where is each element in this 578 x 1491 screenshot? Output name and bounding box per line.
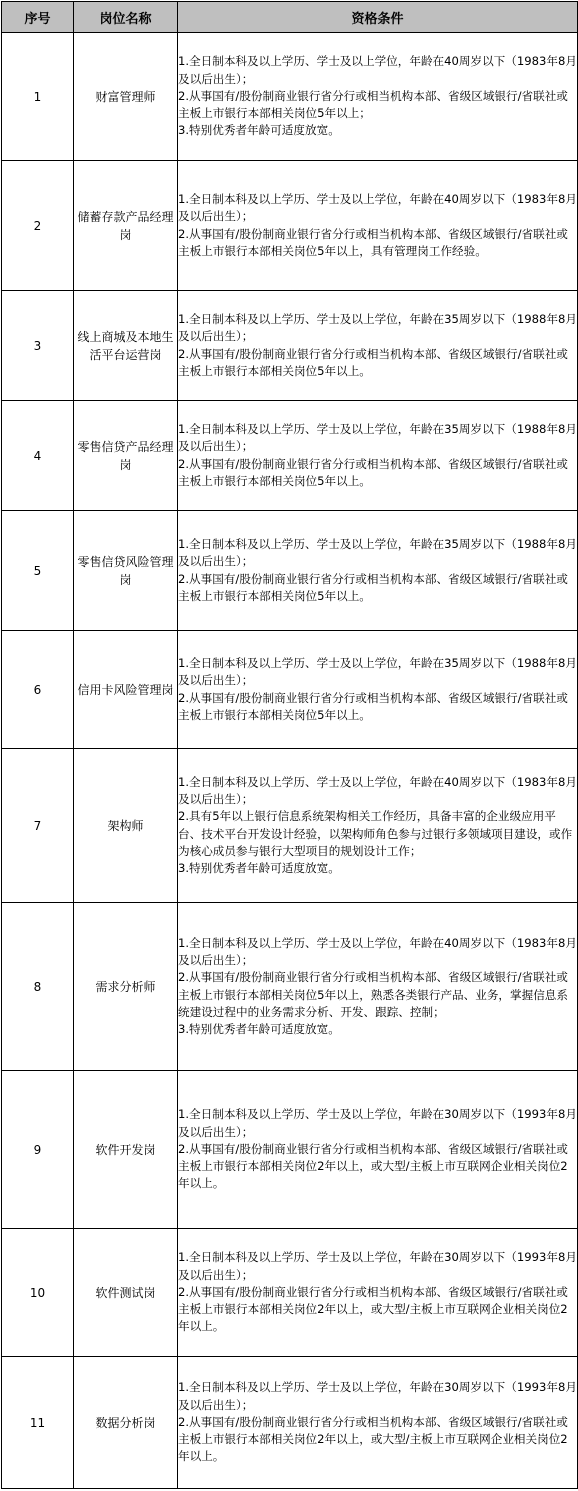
qualification-item: 1.全日制本科及以上学历、学士及以上学位，年龄在40周岁以下（1983年8月及以后出生）；	[178, 935, 577, 968]
row-qualifications	[178, 1229, 578, 1357]
table-row	[2, 401, 578, 511]
row-position-name: 零售信贷产品经理岗	[74, 401, 178, 511]
row-position-name: 信用卡风险管理岗	[74, 631, 178, 749]
qualification-item: 1.全日制本科及以上学历、学士及以上学位，年龄在30周岁以下（1993年8月及以后出生）；	[178, 1107, 577, 1139]
row-qualifications	[178, 631, 578, 749]
qualification-item: 3.特别优秀者年龄可适度放宽。	[178, 1021, 340, 1036]
qualification-item: 2.从事国有/股份制商业银行省分行或相当机构本部、省级区域银行/省联社或主板上市银行本部相关岗位2年以上，或大型/主板上市互联网企业相关岗位2年以上。	[178, 1284, 568, 1334]
qualification-item: 2.从事国有/股份制商业银行省分行或相当机构本部、省级区域银行/省联社或主板上市银行本部相关岗位5年以上。	[178, 346, 568, 378]
qualification-item: 1.全日制本科及以上学历、学士及以上学位，年龄在40周岁以下（1983年8月及以后出生）；	[178, 54, 577, 86]
table-row	[2, 1357, 578, 1489]
qualification-item: 1.全日制本科及以上学历、学士及以上学位，年龄在40周岁以下（1983年8月及以后出生）；	[178, 192, 577, 224]
row-seq: 7	[2, 749, 74, 903]
qualification-item: 1.全日制本科及以上学历、学士及以上学位，年龄在35周岁以下（1988年8月及以后出生）；	[178, 422, 577, 454]
row-seq: 5	[2, 511, 74, 631]
qualification-item: 1.全日制本科及以上学历、学士及以上学位，年龄在35周岁以下（1988年8月及以后出生）；	[178, 537, 577, 569]
row-seq: 8	[2, 903, 74, 1071]
row-seq: 1	[2, 33, 74, 161]
row-position-name: 线上商城及本地生活平台运营岗	[74, 291, 178, 401]
row-position-name: 数据分析岗	[74, 1357, 178, 1489]
table-row	[2, 291, 578, 401]
header-seq: 序号	[2, 2, 74, 33]
row-seq: 10	[2, 1229, 74, 1357]
row-qualifications	[178, 903, 578, 1071]
row-position-name: 软件开发岗	[74, 1071, 178, 1229]
qualification-item: 2.从事国有/股份制商业银行省分行或相当机构本部、省级区域银行/省联社或主板上市银行本部相关岗位2年以上，或大型/主板上市互联网企业相关岗位2年以上。	[178, 1414, 568, 1464]
row-qualifications	[178, 291, 578, 401]
table-row	[2, 903, 578, 1071]
header-position: 岗位名称	[74, 2, 178, 33]
row-position-name: 架构师	[74, 749, 178, 903]
qualification-item: 2.从事国有/股份制商业银行省分行或相当机构本部、省级区域银行/省联社或主板上市银行本部相关岗位5年以上；	[178, 88, 568, 121]
table-row	[2, 161, 578, 291]
table-row	[2, 511, 578, 631]
qualification-item: 1.全日制本科及以上学历、学士及以上学位，年龄在40周岁以下（1983年8月及以后出生）；	[178, 774, 577, 807]
qualification-item: 2.具有5年以上银行信息系统架构相关工作经历，具备丰富的企业级应用平台、技术平台开发设计经验，以架构师角色参与过银行多领域项目建设，或作为核心成员参与银行大型项目的规划设计工作；	[178, 809, 573, 858]
row-seq: 3	[2, 291, 74, 401]
row-position-name: 需求分析师	[74, 903, 178, 1071]
qualification-item: 1.全日制本科及以上学历、学士及以上学位，年龄在30周岁以下（1993年8月及以后出生）；	[178, 1250, 577, 1282]
row-seq: 2	[2, 161, 74, 291]
qualification-item: 3.特别优秀者年龄可适度放宽。	[178, 860, 340, 875]
header-qualifications: 资格条件	[178, 2, 578, 33]
qualification-item: 1.全日制本科及以上学历、学士及以上学位，年龄在35周岁以下（1988年8月及以后出生）；	[178, 656, 577, 688]
row-qualifications	[178, 1071, 578, 1229]
qualification-item: 2.从事国有/股份制商业银行省分行或相当机构本部、省级区域银行/省联社或主板上市银行本部相关岗位5年以上。	[178, 571, 568, 603]
qualification-item: 2.从事国有/股份制商业银行省分行或相当机构本部、省级区域银行/省联社或主板上市银行本部相关岗位5年以上，熟悉各类银行产品、业务，掌握信息系统建设过程中的业务需求分析、开发、跟踪、控制；	[178, 970, 568, 1019]
job-requirements-table	[1, 1, 578, 1489]
row-seq: 4	[2, 401, 74, 511]
row-position-name: 财富管理师	[74, 33, 178, 161]
row-qualifications	[178, 401, 578, 511]
row-position-name: 储蓄存款产品经理岗	[74, 161, 178, 291]
table-row	[2, 1071, 578, 1229]
qualification-item: 1.全日制本科及以上学历、学士及以上学位，年龄在30周岁以下（1993年8月及以后出生）；	[178, 1380, 577, 1412]
row-position-name: 软件测试岗	[74, 1229, 178, 1357]
row-qualifications	[178, 749, 578, 903]
qualification-item: 2.从事国有/股份制商业银行省分行或相当机构本部、省级区域银行/省联社或主板上市银行本部相关岗位5年以上。	[178, 456, 568, 488]
row-qualifications	[178, 33, 578, 161]
row-seq: 6	[2, 631, 74, 749]
qualification-item: 2.从事国有/股份制商业银行省分行或相当机构本部、省级区域银行/省联社或主板上市银行本部相关岗位5年以上，具有管理岗工作经验。	[178, 226, 568, 258]
table-row	[2, 33, 578, 161]
row-qualifications	[178, 1357, 578, 1489]
table-row	[2, 631, 578, 749]
qualification-item: 2.从事国有/股份制商业银行省分行或相当机构本部、省级区域银行/省联社或主板上市银行本部相关岗位5年以上。	[178, 690, 568, 722]
row-position-name: 零售信贷风险管理岗	[74, 511, 178, 631]
qualification-item: 3.特别优秀者年龄可适度放宽。	[178, 123, 340, 138]
qualification-item: 1.全日制本科及以上学历、学士及以上学位，年龄在35周岁以下（1988年8月及以后出生）；	[178, 312, 577, 344]
table-body	[2, 33, 578, 1489]
row-seq: 9	[2, 1071, 74, 1229]
qualification-item: 2.从事国有/股份制商业银行省分行或相当机构本部、省级区域银行/省联社或主板上市银行本部相关岗位2年以上，或大型/主板上市互联网企业相关岗位2年以上。	[178, 1141, 568, 1191]
table-row	[2, 1229, 578, 1357]
row-qualifications	[178, 161, 578, 291]
row-seq: 11	[2, 1357, 74, 1489]
row-qualifications	[178, 511, 578, 631]
header-row	[2, 2, 578, 33]
table-header	[2, 2, 578, 33]
table-row	[2, 749, 578, 903]
